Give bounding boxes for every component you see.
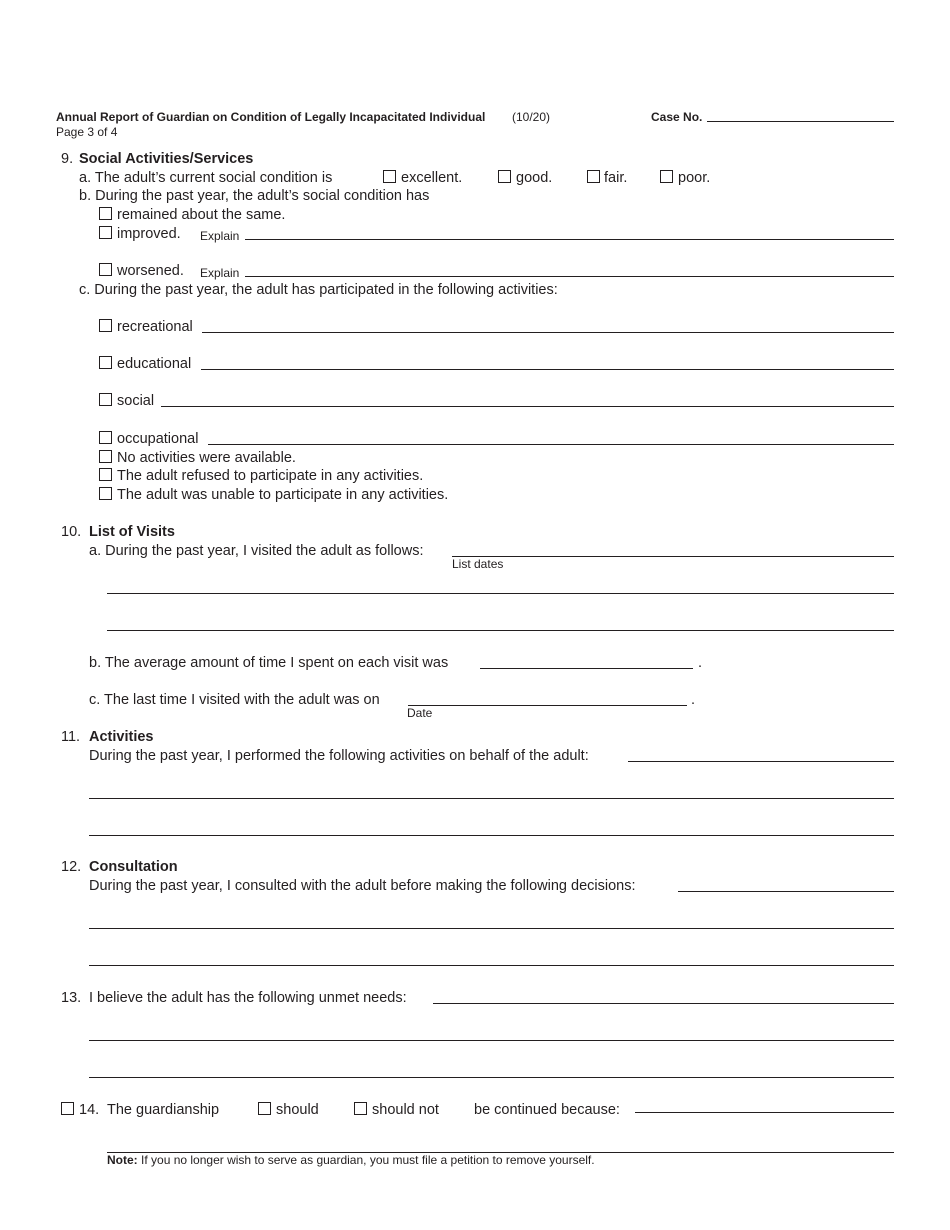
section-11-title: Activities — [89, 729, 154, 745]
note-text: If you no longer wish to serve as guardian, you must file a petition to remove yourself. — [141, 1153, 595, 1167]
continuation-reason-field[interactable] — [635, 1112, 894, 1113]
checkbox-none-available[interactable] — [99, 450, 112, 463]
option-same: remained about the same. — [117, 207, 286, 223]
note-label: Note: — [107, 1153, 138, 1167]
option-excellent: excellent. — [401, 170, 463, 186]
checkbox-improved[interactable] — [99, 226, 112, 239]
s13-text: I believe the adult has the following unmet needs: — [89, 990, 407, 1006]
checkbox-should[interactable] — [258, 1102, 271, 1115]
unmet-needs-line-3[interactable] — [89, 1077, 894, 1078]
s9b-label: b. During the past year, the adult’s social condition has — [79, 188, 430, 204]
s12-text: During the past year, I consulted with the adult before making the following decisions: — [89, 878, 636, 894]
activities-field[interactable] — [628, 761, 894, 762]
recreational-field[interactable] — [202, 332, 894, 333]
s10b-label: b. The average amount of time I spent on each visit was — [89, 655, 449, 671]
form-revision: (10/20) — [512, 110, 551, 124]
average-time-field[interactable] — [480, 668, 693, 669]
improved-explain-label: Explain — [200, 229, 240, 243]
s10c-label: c. The last time I visited with the adult was on — [89, 692, 380, 708]
improved-explain-field[interactable] — [245, 239, 894, 240]
checkbox-fair[interactable] — [587, 170, 600, 183]
s9a-label: a. The adult’s current social condition is — [79, 170, 333, 186]
checkbox-occupational[interactable] — [99, 431, 112, 444]
section-10-number: 10. — [61, 524, 82, 540]
page-number: Page 3 of 4 — [56, 125, 118, 139]
case-number-label: Case No. — [651, 110, 703, 124]
consultation-line-3[interactable] — [89, 965, 894, 966]
section-10-title: List of Visits — [89, 524, 175, 540]
visit-dates-field[interactable] — [452, 556, 894, 557]
social-field[interactable] — [161, 406, 894, 407]
checkbox-refused[interactable] — [99, 468, 112, 481]
date-caption: Date — [407, 706, 433, 720]
checkbox-same[interactable] — [99, 207, 112, 220]
case-number-field[interactable] — [707, 121, 894, 122]
checkbox-poor[interactable] — [660, 170, 673, 183]
section-9-title: Social Activities/Services — [79, 151, 254, 167]
footer-note — [107, 1153, 595, 1167]
checkbox-educational[interactable] — [99, 356, 112, 369]
checkbox-recreational[interactable] — [99, 319, 112, 332]
s14-label: The guardianship — [107, 1102, 220, 1118]
checkbox-good[interactable] — [498, 170, 511, 183]
consultation-line-2[interactable] — [89, 928, 894, 929]
activity-occupational: occupational — [117, 431, 199, 447]
section-12-number: 12. — [61, 859, 82, 875]
activities-line-2[interactable] — [89, 798, 894, 799]
activity-social: social — [117, 393, 155, 409]
option-unable: The adult was unable to participate in any activities. — [117, 487, 449, 503]
last-visit-date-field[interactable] — [408, 705, 687, 706]
occupational-field[interactable] — [208, 444, 894, 445]
list-dates-caption: List dates — [452, 557, 504, 571]
s10c-period: . — [691, 692, 696, 708]
option-none-available: No activities were available. — [117, 450, 296, 466]
checkbox-excellent[interactable] — [383, 170, 396, 183]
worsened-explain-label: Explain — [200, 266, 240, 280]
visit-dates-line-2[interactable] — [107, 593, 894, 594]
option-fair: fair. — [604, 170, 628, 186]
educational-field[interactable] — [201, 369, 894, 370]
checkbox-unable[interactable] — [99, 487, 112, 500]
checkbox-worsened[interactable] — [99, 263, 112, 276]
visit-dates-line-3[interactable] — [107, 630, 894, 631]
section-13-number: 13. — [61, 990, 82, 1006]
option-poor: poor. — [678, 170, 711, 186]
option-improved: improved. — [117, 226, 181, 242]
section-12-title: Consultation — [89, 859, 178, 875]
worsened-explain-field[interactable] — [245, 276, 894, 277]
activity-recreational: recreational — [117, 319, 193, 335]
consultation-field[interactable] — [678, 891, 894, 892]
s10a-label: a. During the past year, I visited the adult as follows: — [89, 543, 424, 559]
section-14-number: 14. — [79, 1102, 100, 1118]
s11-text: During the past year, I performed the following activities on behalf of the adult: — [89, 748, 589, 764]
option-worsened: worsened. — [117, 263, 184, 279]
option-refused: The adult refused to participate in any activities. — [117, 468, 424, 484]
option-should-not: should not — [372, 1102, 439, 1118]
section-11-number: 11. — [61, 729, 81, 745]
activities-line-3[interactable] — [89, 835, 894, 836]
s14-rest: be continued because: — [474, 1102, 620, 1118]
unmet-needs-line-2[interactable] — [89, 1040, 894, 1041]
checkbox-should-not[interactable] — [354, 1102, 367, 1115]
unmet-needs-field[interactable] — [433, 1003, 894, 1004]
checkbox-section-14[interactable] — [61, 1102, 74, 1115]
s10b-period: . — [698, 655, 703, 671]
activity-educational: educational — [117, 356, 192, 372]
option-should: should — [276, 1102, 319, 1118]
section-9-number: 9. — [61, 151, 74, 167]
option-good: good. — [516, 170, 553, 186]
form-title: Annual Report of Guardian on Condition of Legally Incapacitated Individual — [56, 110, 486, 124]
checkbox-social[interactable] — [99, 393, 112, 406]
s9c-label: c. During the past year, the adult has participated in the following activities: — [79, 282, 558, 298]
